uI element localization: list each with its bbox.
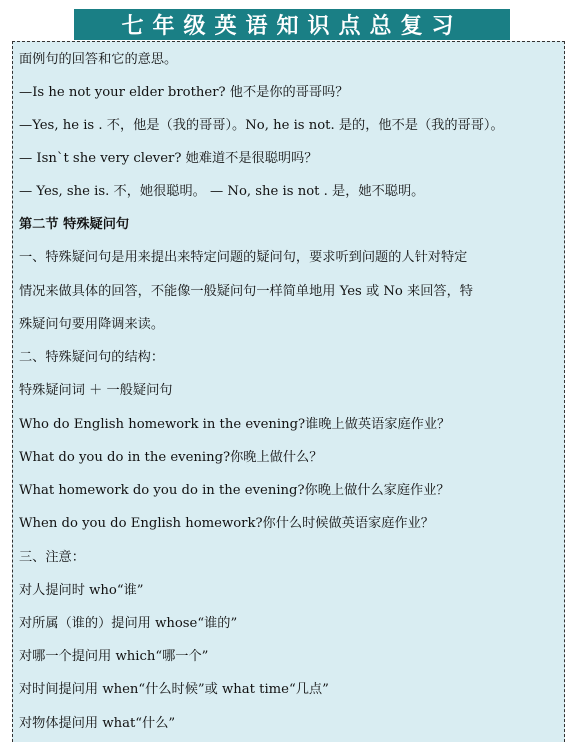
text-line: 情况来做具体的回答，不能像一般疑问句一样简单地用 Yes 或 No 来回答，特	[19, 284, 473, 299]
text-line: 特殊疑问词 ＋ 一般疑问句	[19, 383, 173, 398]
text-line: 对物体提问用 what“什么”	[19, 716, 176, 731]
text-line: What homework do you do in the evening?你晚上做什么家庭作业？	[19, 483, 450, 498]
text-line: 对时间提问用 when“什么时候”或 what time“几点”	[19, 682, 329, 697]
text-line: When do you do English homework?你什么时候做英语家庭作业？	[19, 516, 434, 531]
text-line: 一、特殊疑问句是用来提出来特定问题的疑问句，要求听到问题的人针对特定	[19, 250, 468, 265]
text-line: 对人提问时 who“谁”	[19, 583, 144, 598]
text-line: 面例句的回答和它的意思。	[19, 52, 178, 67]
text-line: What do you do in the evening?你晚上做什么？	[19, 450, 323, 465]
text-line: — Isn`t she very clever? 她难道不是很聪明吗？	[19, 151, 318, 166]
section-heading: 第二节 特殊疑问句	[19, 217, 130, 232]
text-line: —Is he not your elder brother? 他不是你的哥哥吗？	[19, 85, 349, 100]
text-line: 二、特殊疑问句的结构：	[19, 350, 165, 365]
text-line: 三、注意：	[19, 550, 85, 565]
page-title: 七年级英语知识点总复习	[74, 9, 510, 40]
text-line: 对所属（谁的）提问用 whose“谁的”	[19, 616, 238, 631]
text-line: — Yes, she is. 不，她很聪明。 — No, she is not . 是，她不聪明。	[19, 184, 425, 199]
text-line: 对哪一个提问用 which“哪一个”	[19, 649, 209, 664]
text-line: Who do English homework in the evening?谁晚上做英语家庭作业？	[19, 417, 451, 432]
text-line: 殊疑问句要用降调来读。	[19, 317, 165, 332]
text-line: —Yes, he is . 不，他是（我的哥哥）。No, he is not. 是的，他不是（我的哥哥）。	[19, 118, 504, 133]
